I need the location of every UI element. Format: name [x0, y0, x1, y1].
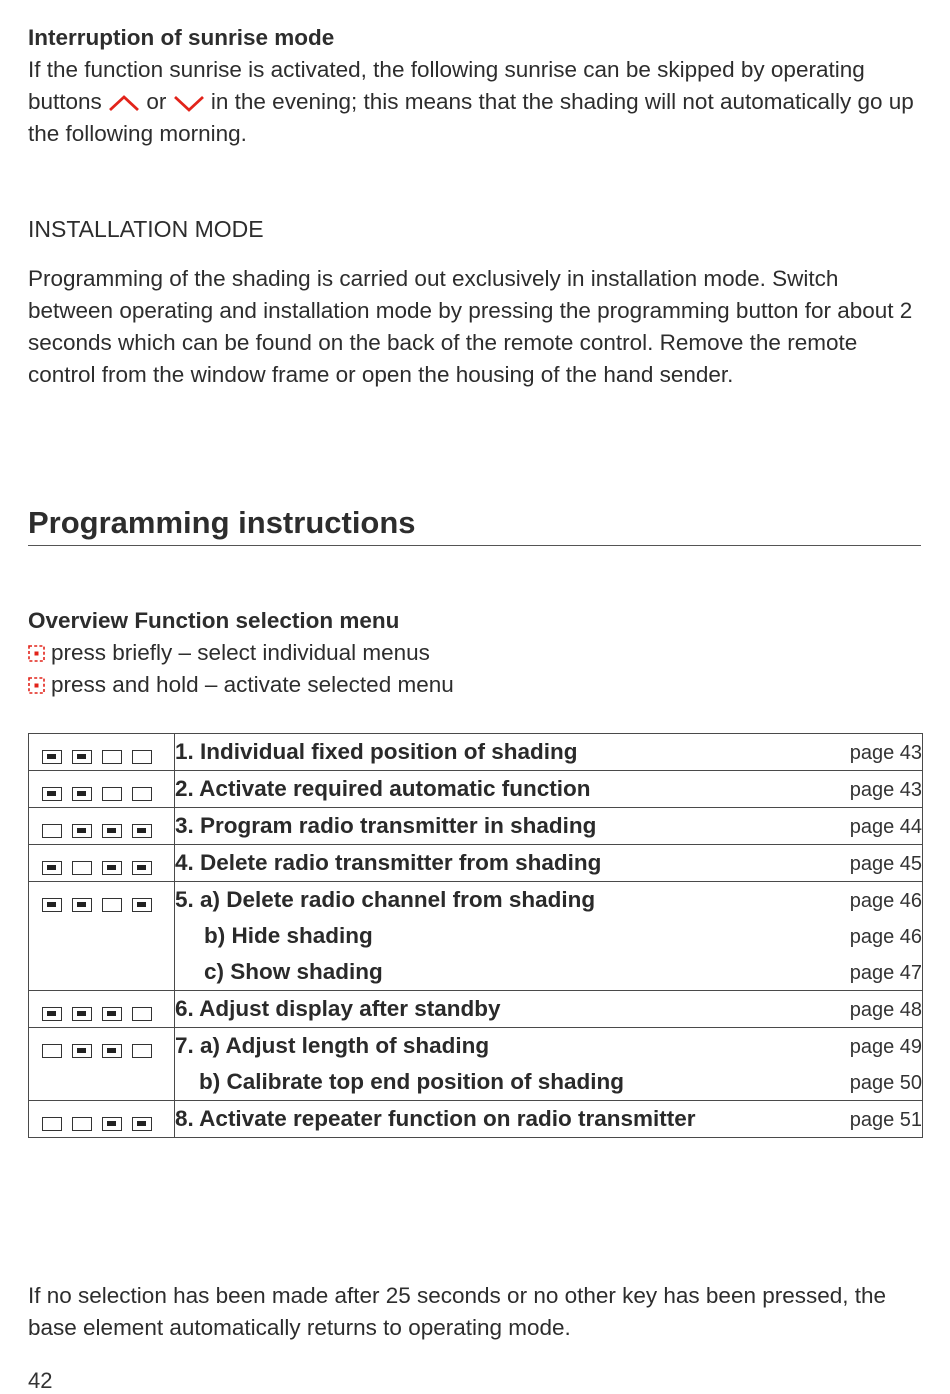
led-indicator-cell: [29, 1101, 175, 1138]
press-hold-line: [28, 669, 923, 701]
menu-row: [29, 845, 923, 882]
led-on-icon: [102, 1044, 122, 1058]
led-off-icon: [132, 787, 152, 801]
led-on-icon: [102, 1007, 122, 1021]
led-indicator-group: [29, 991, 174, 1021]
led-on-icon: [72, 824, 92, 838]
menu-item-label: b) Hide shading: [204, 923, 373, 948]
sunrise-text-part1: If the function sunrise is activated, the following sunrise can be skipped by operating buttons: [28, 57, 865, 114]
led-indicator-group: [29, 771, 174, 801]
down-arrow-icon: [173, 94, 205, 112]
menu-item-line: [175, 734, 922, 770]
led-off-icon: [102, 787, 122, 801]
menu-row: [29, 734, 923, 771]
led-off-icon: [132, 750, 152, 764]
menu-item-page: page 46: [849, 890, 922, 912]
led-off-icon: [42, 1044, 62, 1058]
led-indicator-cell: [29, 771, 175, 808]
menu-item-label: 8. Activate repeater function on radio transmitter: [175, 1106, 696, 1131]
menu-item-line: [175, 808, 922, 844]
menu-item-label: 6. Adjust display after standby: [175, 996, 501, 1021]
overview-heading: Overview Function selection menu: [28, 608, 400, 633]
led-off-icon: [42, 1117, 62, 1131]
led-off-icon: [102, 898, 122, 912]
menu-item-page: page 45: [849, 853, 922, 875]
sunrise-text: [28, 54, 923, 150]
menu-item-line: [175, 845, 922, 881]
led-on-icon: [42, 898, 62, 912]
menu-item-page: page 49: [849, 1036, 922, 1058]
led-indicator-group: [29, 845, 174, 875]
led-on-icon: [72, 750, 92, 764]
led-off-icon: [132, 1044, 152, 1058]
menu-item-page: page 47: [849, 962, 922, 984]
page-number: 42: [28, 1368, 53, 1393]
menu-item-cell: [175, 991, 923, 1028]
led-on-icon: [72, 1044, 92, 1058]
led-indicator-cell: [29, 882, 175, 991]
led-on-icon: [72, 898, 92, 912]
menu-item-cell: [175, 1101, 923, 1138]
led-on-icon: [42, 750, 62, 764]
menu-row: [29, 1101, 923, 1138]
menu-item-label: 7. a) Adjust length of shading: [175, 1033, 490, 1058]
sunrise-text-part2: in the evening; this means that the shading will not automatically go up the following morning.: [28, 89, 914, 146]
led-on-icon: [102, 824, 122, 838]
led-off-icon: [102, 750, 122, 764]
timeout-note: If no selection has been made after 25 seconds or no other key has been pressed, the base element automatically returns to operating mode.: [28, 1283, 887, 1340]
menu-row: [29, 771, 923, 808]
led-indicator-cell: [29, 734, 175, 771]
menu-item-page: page 50: [849, 1072, 922, 1094]
led-off-icon: [42, 824, 62, 838]
installation-text: Programming of the shading is carried out exclusively in installation mode. Switch between operating and installation mode by pressing the programming button for about 2 seconds which can be found on the back of the remote control. Remove the remote control from the window frame or open the housing of the hand sender.: [28, 266, 913, 387]
title-divider: [28, 545, 921, 546]
led-off-icon: [72, 861, 92, 875]
press-hold-text: press and hold – activate selected menu: [51, 672, 454, 697]
led-on-icon: [42, 787, 62, 801]
led-on-icon: [102, 1117, 122, 1131]
menu-item-line: [175, 1028, 922, 1064]
overview-section: [28, 605, 923, 701]
menu-item-line: [175, 991, 922, 1027]
menu-item-cell: [175, 734, 923, 771]
menu-row: [29, 1028, 923, 1101]
led-on-icon: [72, 1007, 92, 1021]
programming-button-icon: [28, 645, 45, 662]
led-on-icon: [42, 1007, 62, 1021]
led-on-icon: [132, 898, 152, 912]
menu-item-cell: [175, 882, 923, 991]
menu-item-page: page 48: [849, 999, 922, 1021]
menu-item-page: page 46: [849, 926, 922, 948]
menu-item-page: page 44: [849, 816, 922, 838]
menu-item-label: 3. Program radio transmitter in shading: [175, 813, 597, 838]
menu-item-line: [175, 918, 922, 954]
menu-item-label: 1. Individual fixed position of shading: [175, 739, 578, 764]
menu-item-line: [175, 1064, 922, 1100]
menu-item-label: c) Show shading: [204, 959, 383, 984]
menu-item-page: page 43: [849, 742, 922, 764]
menu-row: [29, 991, 923, 1028]
led-indicator-cell: [29, 991, 175, 1028]
sunrise-section: [28, 22, 923, 150]
menu-item-label: b) Calibrate top end position of shading: [199, 1069, 624, 1094]
led-on-icon: [72, 787, 92, 801]
press-brief-line: [28, 637, 923, 669]
led-indicator-group: [29, 734, 174, 764]
led-indicator-group: [29, 1101, 174, 1131]
menu-item-label: 4. Delete radio transmitter from shading: [175, 850, 602, 875]
menu-item-page: page 43: [849, 779, 922, 801]
menu-item-label: 2. Activate required automatic function: [175, 776, 591, 801]
section-title: Programming instructions: [28, 505, 416, 540]
led-indicator-group: [29, 808, 174, 838]
menu-row: [29, 808, 923, 845]
menu-item-line: [175, 954, 922, 990]
led-indicator-group: [29, 882, 174, 912]
menu-item-cell: [175, 1028, 923, 1101]
press-brief-text: press briefly – select individual menus: [51, 640, 430, 665]
led-off-icon: [72, 1117, 92, 1131]
installation-heading: INSTALLATION MODE: [28, 216, 264, 242]
up-arrow-icon: [108, 94, 140, 112]
menu-item-cell: [175, 808, 923, 845]
led-indicator-cell: [29, 808, 175, 845]
sunrise-heading: Interruption of sunrise mode: [28, 25, 335, 50]
led-indicator-cell: [29, 1028, 175, 1101]
menu-item-label: 5. a) Delete radio channel from shading: [175, 887, 596, 912]
led-on-icon: [42, 861, 62, 875]
led-on-icon: [102, 861, 122, 875]
led-on-icon: [132, 1117, 152, 1131]
menu-item-line: [175, 1101, 922, 1137]
led-on-icon: [132, 824, 152, 838]
programming-button-icon: [28, 677, 45, 694]
menu-item-line: [175, 882, 922, 918]
function-menu-table: [28, 733, 923, 1138]
sunrise-text-or: or: [146, 89, 167, 114]
menu-item-cell: [175, 845, 923, 882]
menu-item-page: page 51: [849, 1109, 922, 1131]
menu-row: [29, 882, 923, 991]
menu-item-cell: [175, 771, 923, 808]
led-indicator-group: [29, 1028, 174, 1058]
led-on-icon: [132, 861, 152, 875]
menu-item-line: [175, 771, 922, 807]
led-indicator-cell: [29, 845, 175, 882]
led-off-icon: [132, 1007, 152, 1021]
